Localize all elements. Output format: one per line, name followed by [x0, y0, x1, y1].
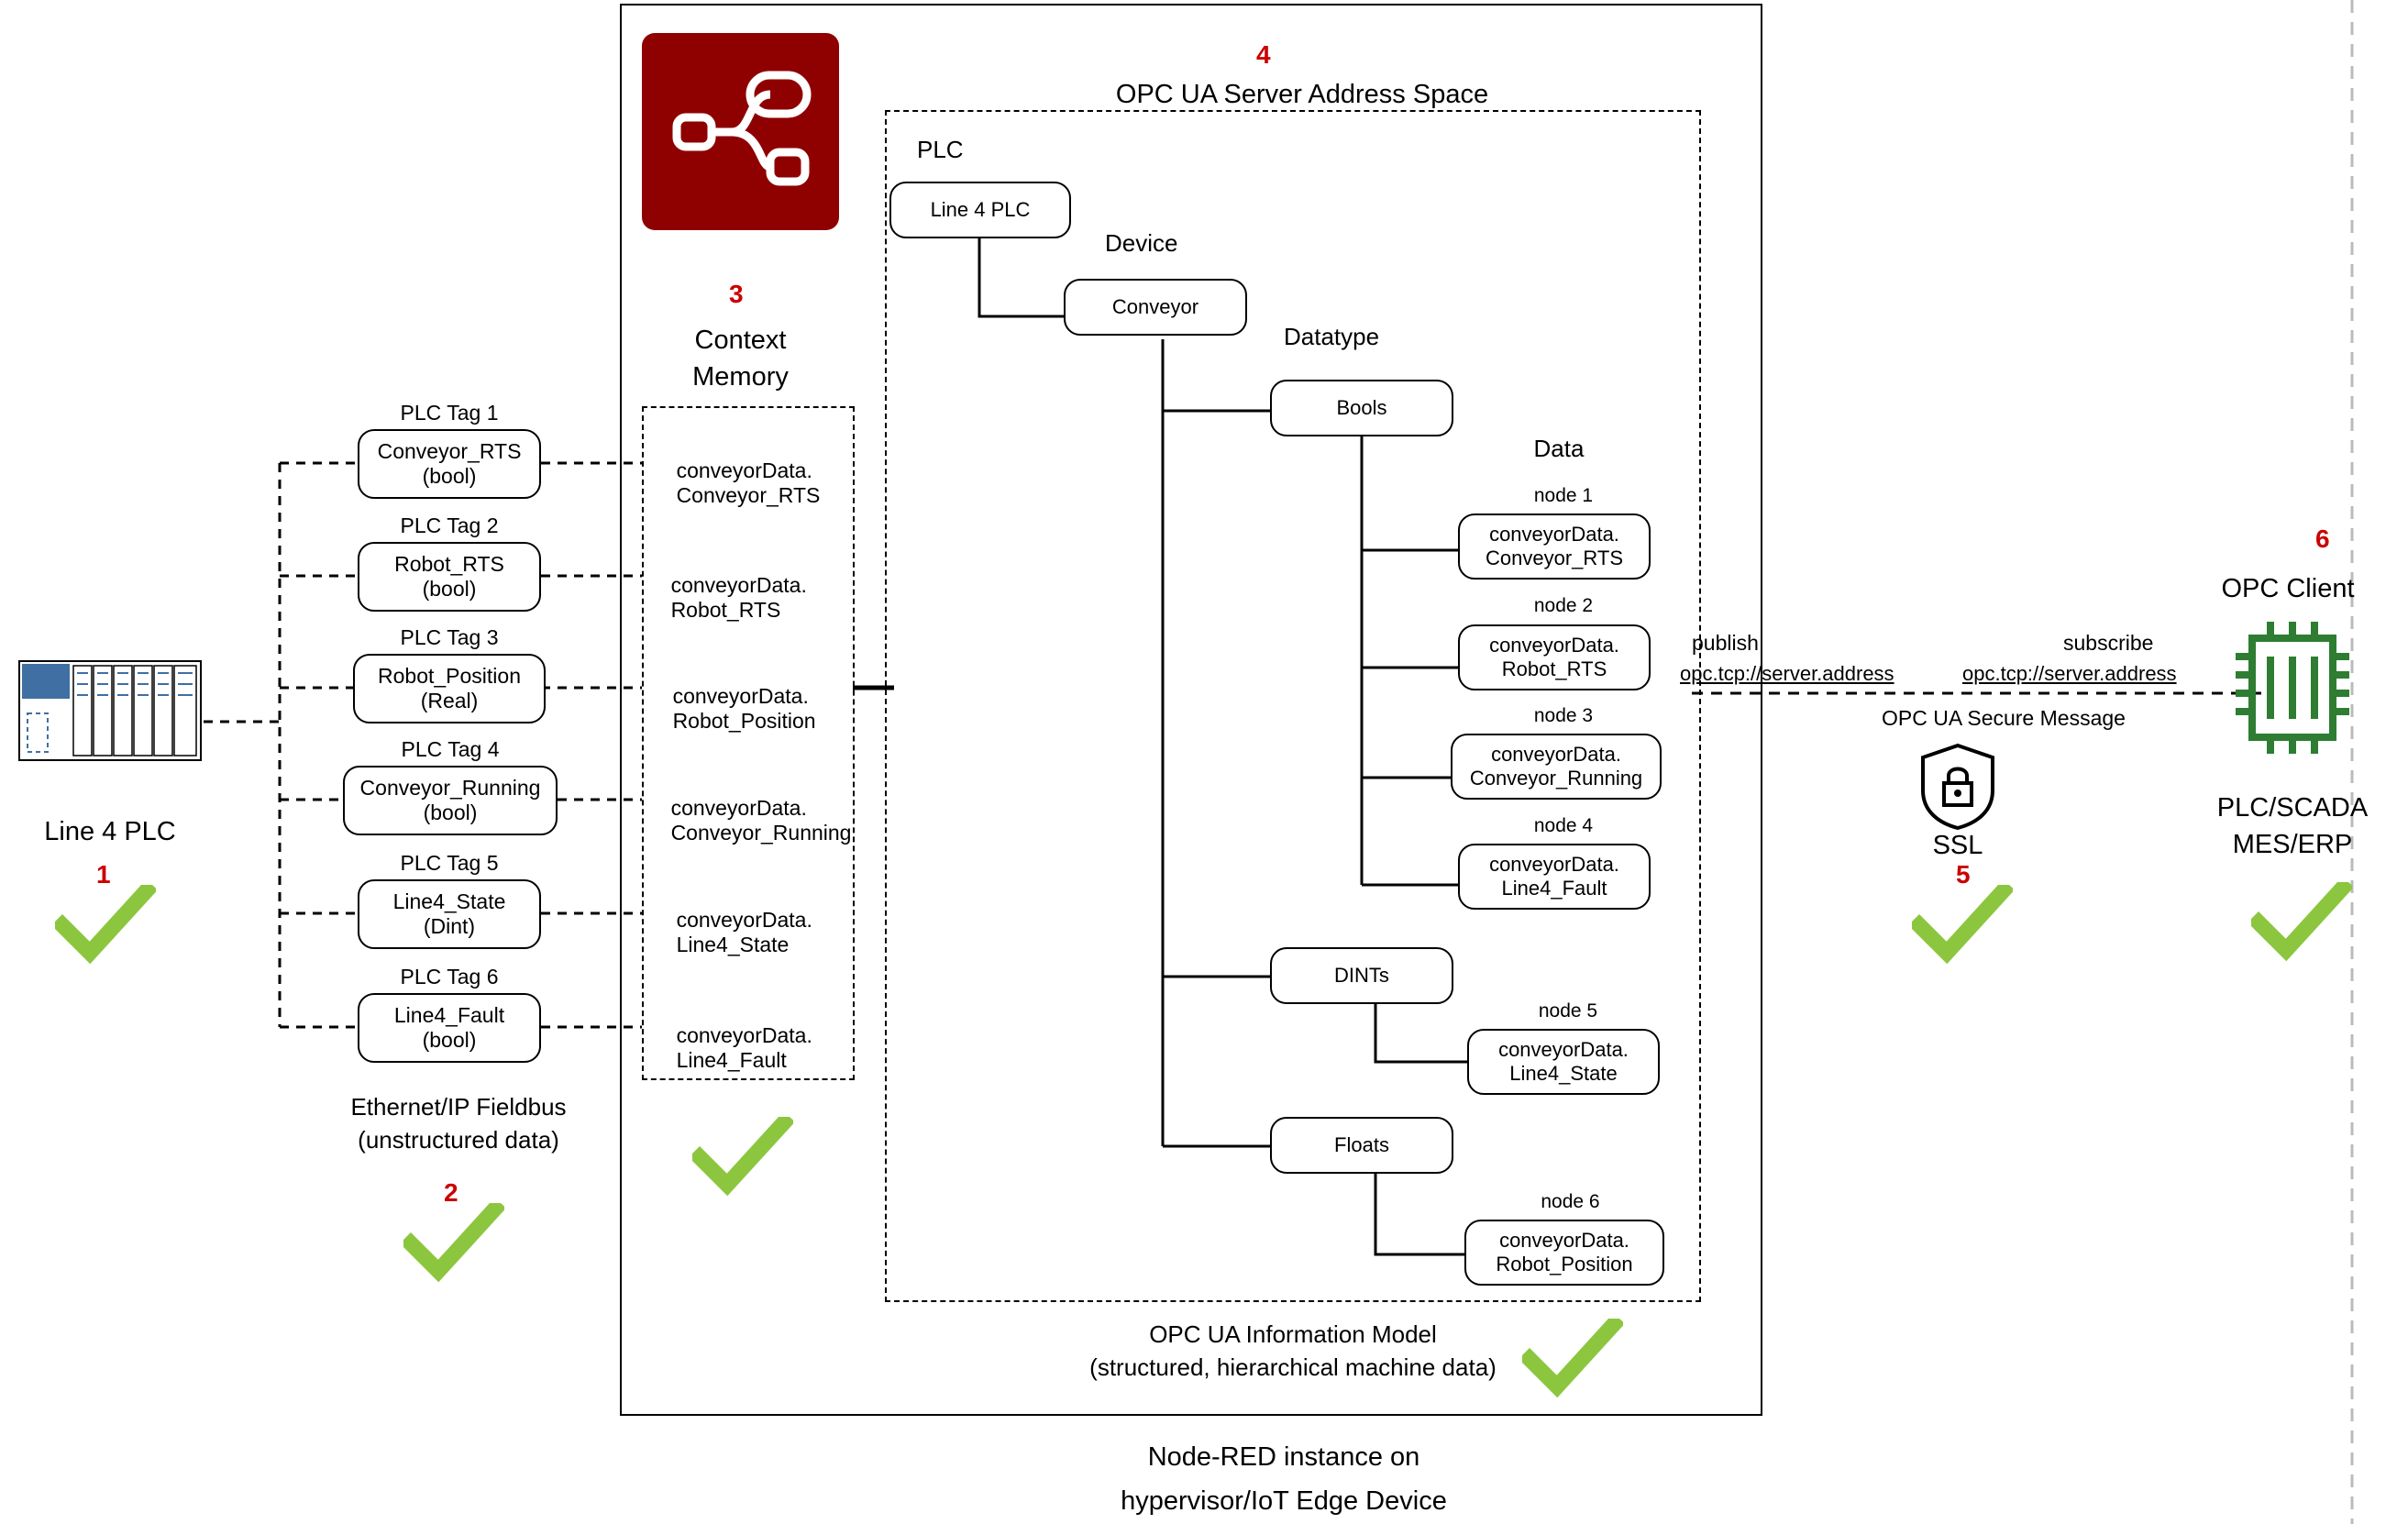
context-entry-4-line2: Conveyor_Running: [670, 821, 852, 845]
plc-tag-4: [343, 766, 558, 835]
context-entry-5-line1: conveyorData.: [676, 907, 812, 932]
opc-client-title: OPC Client: [2221, 574, 2355, 603]
data-node-1: [1458, 514, 1651, 580]
data-caption: Data: [1533, 435, 1585, 462]
address-space-heading: OPC UA Server Address Space: [1115, 80, 1489, 109]
publish-label: publish: [1692, 631, 1759, 655]
data-node-1-caption: node 1: [1533, 485, 1594, 506]
context-entry-3: [649, 658, 816, 759]
plc-tag-5-type: (Dint): [423, 914, 476, 938]
plc-tag-1-name: Conveyor_RTS: [377, 438, 522, 463]
plc-tag-3: [353, 654, 546, 723]
publish-url: opc.tcp://server.address: [1680, 662, 1894, 685]
check-mark-4: [1522, 1319, 1623, 1401]
datatype-node-dints-label: DINTs: [1334, 964, 1389, 988]
line4-plc-icon: [18, 660, 202, 761]
data-node-2: [1458, 624, 1651, 690]
plc-tag-6-type: (bool): [422, 1028, 477, 1052]
node-red-caption-line2: hypervisor/IoT Edge Device: [1121, 1486, 1447, 1516]
datatype-node-floats: [1270, 1117, 1453, 1174]
plc-tag-2-type: (bool): [422, 577, 477, 601]
plc-tag-4-name: Conveyor_Running: [359, 775, 541, 800]
context-entry-3-line1: conveyorData.: [672, 683, 809, 708]
address-space-device-node: [1064, 279, 1247, 336]
plc-tag-4-type: (bool): [423, 801, 478, 824]
address-space-plc-node: [889, 182, 1071, 238]
marker-3: 3: [729, 280, 744, 308]
data-node-2-line2: Robot_RTS: [1501, 657, 1607, 680]
check-mark-1: [55, 885, 156, 967]
plc-tag-2: [358, 542, 541, 612]
context-entry-2-line2: Robot_RTS: [670, 598, 781, 623]
data-node-3: [1451, 734, 1662, 800]
plc-tag-4-caption: PLC Tag 4: [401, 737, 500, 761]
plc-tag-2-name: Robot_RTS: [394, 551, 504, 576]
datatype-node-floats-label: Floats: [1334, 1133, 1389, 1157]
data-node-3-caption: node 3: [1533, 705, 1594, 726]
information-model-caption-line2: (structured, hierarchical machine data): [1089, 1353, 1497, 1381]
data-node-5: [1467, 1029, 1660, 1095]
fieldbus-label-line1: Ethernet/IP Fieldbus: [350, 1093, 567, 1121]
plc-tag-3-caption: PLC Tag 3: [400, 625, 499, 649]
plc-tag-1-type: (bool): [422, 464, 477, 488]
client-caption-line1: PLC/SCADA: [2216, 793, 2369, 823]
data-node-5-line2: Line4_State: [1509, 1062, 1618, 1085]
line4-plc-label: Line 4 PLC: [44, 817, 176, 846]
context-entry-4-line1: conveyorData.: [670, 795, 807, 820]
check-mark-5: [1912, 885, 2013, 967]
fieldbus-label-line2: (unstructured data): [358, 1126, 559, 1154]
datatype-node-dints: [1270, 947, 1453, 1004]
plc-tag-6: [358, 993, 541, 1063]
subscribe-url: opc.tcp://server.address: [1962, 662, 2177, 685]
secure-message-label: OPC UA Secure Message: [1882, 706, 2126, 730]
context-entry-1-line2: Conveyor_RTS: [676, 483, 821, 508]
data-node-2-line1: conveyorData.: [1489, 634, 1619, 657]
data-node-1-line2: Conveyor_RTS: [1486, 547, 1623, 569]
check-mark-3: [692, 1117, 793, 1199]
data-node-3-line2: Conveyor_Running: [1469, 767, 1643, 790]
data-node-1-line1: conveyorData.: [1489, 523, 1619, 547]
context-entry-6-line2: Line4_Fault: [676, 1048, 787, 1073]
data-node-6-line2: Robot_Position: [1496, 1253, 1633, 1276]
plc-tag-5-name: Line4_State: [392, 889, 506, 913]
node-red-logo-glyph: [642, 33, 839, 230]
data-node-4-line2: Line4_Fault: [1501, 877, 1607, 900]
context-entry-5-line2: Line4_State: [676, 933, 790, 957]
plc-tag-1: [358, 429, 541, 499]
data-node-6: [1464, 1220, 1664, 1286]
ssl-lock-icon: [1918, 743, 1997, 831]
context-entry-1: [653, 433, 820, 534]
plc-tag-1-caption: PLC Tag 1: [400, 401, 499, 425]
data-node-5-caption: node 5: [1538, 1000, 1598, 1022]
context-entry-2-line1: conveyorData.: [670, 572, 807, 597]
marker-2: 2: [444, 1178, 458, 1207]
data-node-6-caption: node 6: [1541, 1191, 1600, 1212]
node-red-caption-line1: Node-RED instance on: [1147, 1442, 1420, 1472]
marker-6: 6: [2315, 525, 2330, 553]
datatype-caption: Datatype: [1284, 323, 1380, 350]
check-mark-2: [403, 1203, 504, 1286]
subscribe-label: subscribe: [2063, 631, 2154, 655]
context-entry-2: [647, 547, 807, 648]
plc-tag-5: [358, 879, 541, 949]
plc-caption: PLC: [917, 136, 964, 163]
marker-1: 1: [96, 860, 111, 889]
information-model-caption-line1: OPC UA Information Model: [1149, 1320, 1437, 1348]
context-entry-6: [653, 998, 812, 1099]
ssl-label: SSL: [1932, 831, 1983, 860]
marker-5: 5: [1956, 860, 1971, 889]
plc-tag-3-name: Robot_Position: [378, 663, 521, 688]
data-node-4-line1: conveyorData.: [1489, 853, 1619, 877]
marker-4: 4: [1256, 40, 1271, 69]
opc-client-chip-icon: [2228, 614, 2357, 761]
context-entry-5: [653, 882, 812, 983]
plc-tag-5-caption: PLC Tag 5: [400, 851, 499, 875]
plc-tag-6-caption: PLC Tag 6: [400, 965, 499, 988]
data-node-3-line1: conveyorData.: [1491, 743, 1621, 767]
context-memory-title-line1: Context: [694, 326, 787, 355]
client-caption-line2: MES/ERP: [2232, 830, 2353, 859]
node-red-logo: [642, 33, 839, 230]
datatype-node-bools-label: Bools: [1336, 396, 1387, 420]
plc-tag-3-type: (Real): [420, 689, 479, 712]
context-memory-title-line2: Memory: [692, 362, 789, 392]
context-entry-1-line1: conveyorData.: [676, 458, 812, 482]
data-node-5-line1: conveyorData.: [1498, 1038, 1629, 1062]
context-entry-3-line2: Robot_Position: [672, 709, 816, 734]
data-node-6-line1: conveyorData.: [1499, 1229, 1629, 1253]
context-entry-4: [647, 770, 851, 871]
address-space-plc-node-label: Line 4 PLC: [930, 198, 1031, 222]
device-caption: Device: [1105, 229, 1178, 257]
data-node-4: [1458, 844, 1651, 910]
address-space-device-node-label: Conveyor: [1111, 295, 1199, 319]
datatype-node-bools: [1270, 380, 1453, 436]
plc-tag-6-name: Line4_Fault: [393, 1002, 505, 1027]
data-node-4-caption: node 4: [1533, 815, 1594, 836]
plc-tag-2-caption: PLC Tag 2: [400, 514, 499, 537]
check-mark-6: [2251, 882, 2352, 965]
data-node-2-caption: node 2: [1533, 595, 1594, 616]
context-entry-6-line1: conveyorData.: [676, 1022, 812, 1047]
